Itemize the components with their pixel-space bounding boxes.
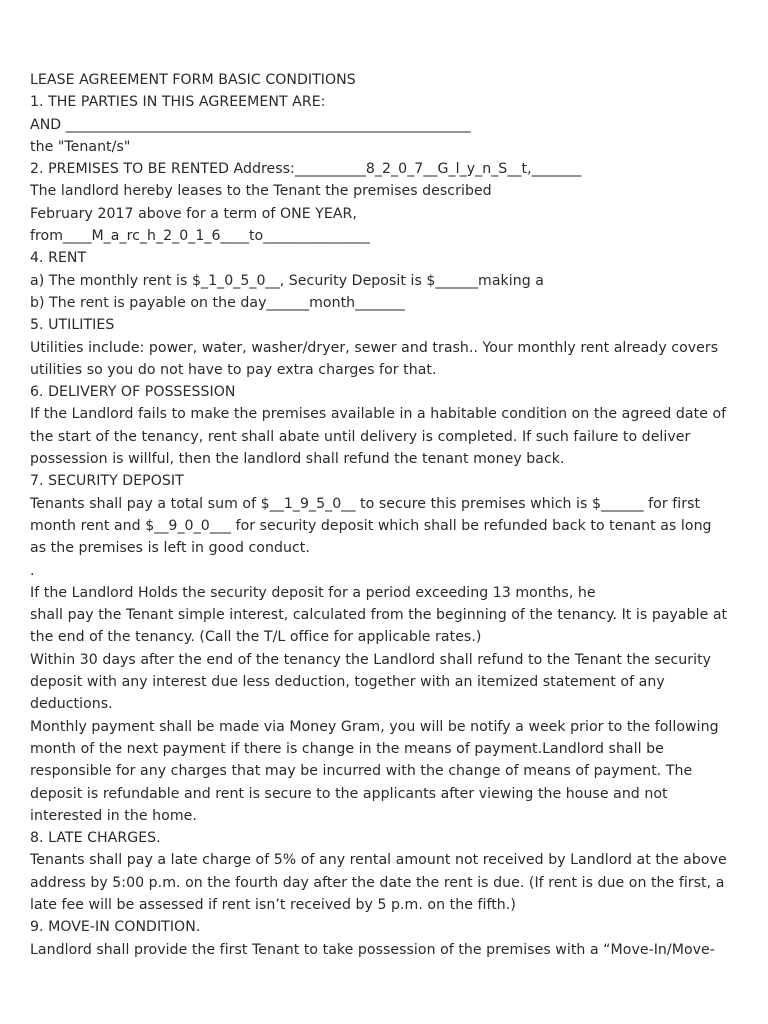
document-line: b) The rent is payable on the day______month_______ <box>30 294 405 311</box>
document-line: interested in the home. <box>30 807 197 824</box>
document-line: from____M_a_rc_h_2_0_1_6____to_______________ <box>30 228 370 245</box>
document-line: deductions. <box>30 696 113 713</box>
document-line: Monthly payment shall be made via Money Gram, you will be notify a week prior to the following <box>30 718 719 735</box>
document-line: utilities so you do not have to pay extra charges for that. <box>30 361 437 378</box>
document-line: as the premises is left in good conduct. <box>30 540 310 557</box>
document-line: address by 5:00 p.m. on the fourth day after the date the rent is due. (If rent is due on the first, a <box>30 874 725 891</box>
document-line: Tenants shall pay a total sum of $__1_9_5_0__ to secure this premises which is $______ for first <box>30 495 701 512</box>
lease-agreement-document <box>30 69 742 961</box>
document-line: 8. LATE CHARGES. <box>30 830 161 847</box>
document-line: 6. DELIVERY OF POSSESSION <box>30 384 236 401</box>
document-line: AND _________________________________________________________ <box>30 116 471 133</box>
document-line: 2. PREMISES TO BE RENTED Address:__________8_2_0_7__G_l_y_n_S__t,_______ <box>30 161 582 178</box>
document-line: The landlord hereby leases to the Tenant the premises described <box>30 183 492 200</box>
document-line: February 2017 above for a term of ONE YEAR, <box>30 205 357 222</box>
document-line: month of the next payment if there is change in the means of payment.Landlord shall be <box>30 740 664 757</box>
document-line: possession is willful, then the landlord shall refund the tenant money back. <box>30 451 565 468</box>
document-line: month rent and $__9_0_0___ for security deposit which shall be refunded back to tenant as long <box>30 517 712 534</box>
document-line: late fee will be assessed if rent isn’t received by 5 p.m. on the fifth.) <box>30 896 516 913</box>
document-line: Within 30 days after the end of the tenancy the Landlord shall refund to the Tenant the security <box>30 651 712 668</box>
document-line: the "Tenant/s" <box>30 138 131 155</box>
document-line: deposit with any interest due less deduction, together with an itemized statement of any <box>30 674 665 691</box>
document-line: Tenants shall pay a late charge of 5% of any rental amount not received by Landlord at the above <box>30 852 727 869</box>
document-line: If the Landlord Holds the security deposit for a period exceeding 13 months, he <box>30 584 596 601</box>
document-line: a) The monthly rent is $_1_0_5_0__, Security Deposit is $______making a <box>30 272 544 289</box>
document-line: 7. SECURITY DEPOSIT <box>30 473 184 490</box>
document-line: 5. UTILITIES <box>30 317 115 334</box>
document-line: the start of the tenancy, rent shall abate until delivery is completed. If such failure to deliver <box>30 428 691 445</box>
document-line: 9. MOVE-IN CONDITION. <box>30 919 201 936</box>
document-line: deposit is refundable and rent is secure to the applicants after viewing the house and not <box>30 785 668 802</box>
document-line: Utilities include: power, water, washer/dryer, sewer and trash.. Your monthly rent already covers <box>30 339 719 356</box>
document-line: 1. THE PARTIES IN THIS AGREEMENT ARE: <box>30 94 326 111</box>
document-line: Landlord shall provide the first Tenant to take possession of the premises with a “Move-In/Move- <box>30 941 715 958</box>
document-line: If the Landlord fails to make the premises available in a habitable condition on the agreed date of <box>30 406 727 423</box>
document-line: LEASE AGREEMENT FORM BASIC CONDITIONS <box>30 72 356 88</box>
document-line: . <box>30 562 35 579</box>
document-line: responsible for any charges that may be incurred with the change of means of payment. The <box>30 763 693 780</box>
document-line: the end of the tenancy. (Call the T/L office for applicable rates.) <box>30 629 482 646</box>
document-line: 4. RENT <box>30 250 87 267</box>
document-line: shall pay the Tenant simple interest, calculated from the beginning of the tenancy. It is payable at <box>30 607 728 624</box>
